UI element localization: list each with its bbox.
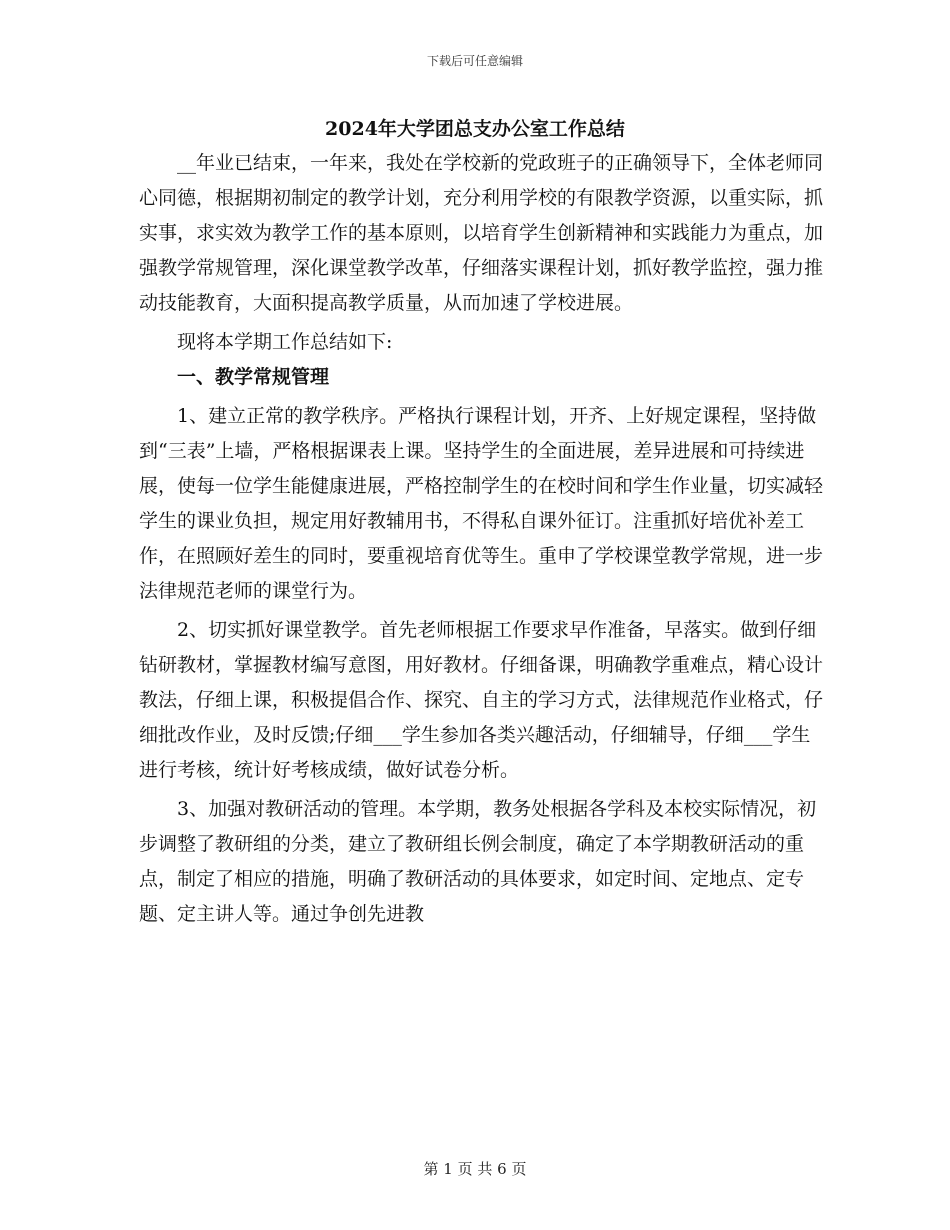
intro-paragraph: __年业已结束，一年来，我处在学校新的党政班子的正确领导下，全体老师同心同德，根据期初制定的教学计划，充分利用学校的有限教学资源，以重实际，抓实事，求实效为教学工作的基本原则，以培育学生创新精神和实践能力为重点，加强教学常规管理，深化课堂教学改革，仔细落实课程计划，抓好教学监控，强力推动技能教育，大面积提高教学质量，从而加速了学校进展。 <box>139 152 824 314</box>
body-paragraph: 1、建立正常的教学秩序。严格执行课程计划，开齐、上好规定课程，坚持做到“三表”上墙，严格根据课表上课。坚持学生的全面进展，差异进展和可持续进展，使每一位学生能健康进展，严格控制学生的在校时间和学生作业量，切实减轻学生的课业负担，规定用好教辅用书，不得私自课外征订。注重抓好培优补差工作，在照顾好差生的同时，要重视培育优等生。重申了学校课堂教学常规，进一步法律规范老师的课堂行为。 <box>139 405 824 602</box>
body-paragraph: 2、切实抓好课堂教学。首先老师根据工作要求早作准备，早落实。做到仔细钻研教材，掌握教材编写意图，用好教材。仔细备课，明确教学重难点，精心设计教法，仔细上课，积极提倡合作、探究、自主的学习方式，法律规范作业格式，仔细批改作业，及时反馈;仔细___学生参加各类兴趣活动，仔细辅导，仔细___学生进行考核，统计好考核成绩，做好试卷分析。 <box>139 619 824 781</box>
summary-intro-line: 现将本学期工作总结如下: <box>177 331 393 353</box>
body-paragraph: 3、加强对教研活动的管理。本学期，教务处根据各学科及本校实际情况，初步调整了教研组的分类，建立了教研组长例会制度，确定了本学期教研活动的重点，制定了相应的措施，明确了教研活动的具体要求，如定时间、定地点、定专题、定主讲人等。通过争创先进教 <box>139 798 817 925</box>
header-note: 下载后可任意编辑 <box>426 54 523 68</box>
section-heading: 一、教学常规管理 <box>177 366 330 388</box>
page-footer: 第 1 页 共 6 页 <box>423 1160 527 1178</box>
document-body <box>139 146 829 932</box>
document-title: 2024年大学团总支办公室工作总结 <box>325 118 625 140</box>
